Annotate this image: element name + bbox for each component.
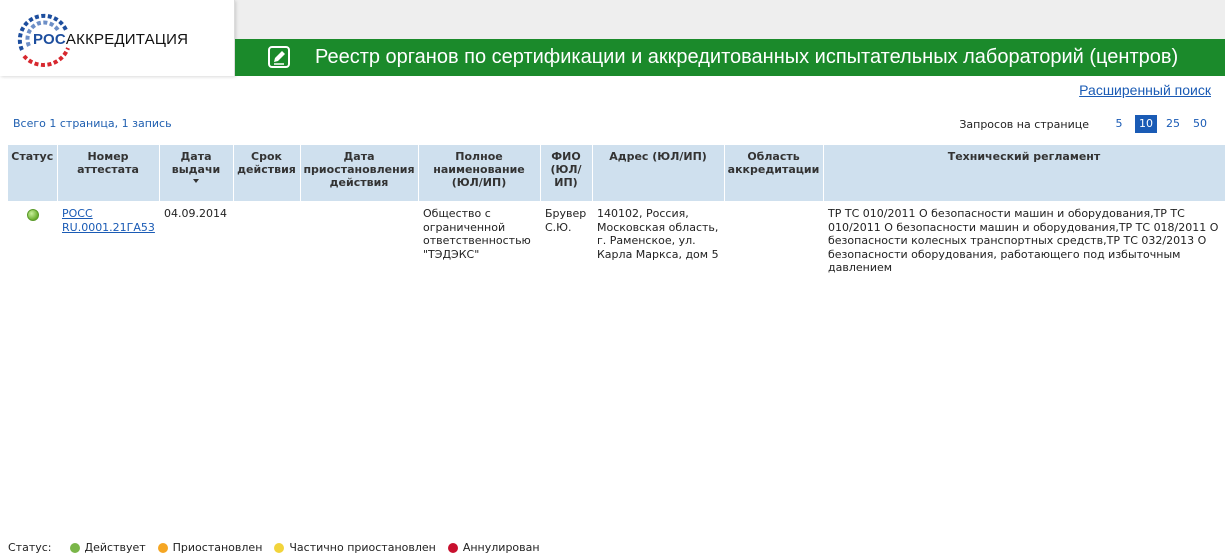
table-row <box>8 201 1225 281</box>
column-header-fio[interactable]: ФИО (ЮЛ/ИП) <box>540 145 592 201</box>
per-page-selector <box>959 115 1211 133</box>
per-page-option-50[interactable]: 50 <box>1193 117 1207 130</box>
registry-title-bar <box>235 39 1225 76</box>
status-active-dot-icon <box>70 543 80 553</box>
advanced-search-link[interactable]: Расширенный поиск <box>1079 82 1211 98</box>
cell-number <box>57 201 159 281</box>
per-page-option-25[interactable]: 25 <box>1166 117 1180 130</box>
column-header-number[interactable]: Номер аттестата <box>57 145 159 201</box>
column-header-full-name[interactable]: Полное наименование (ЮЛ/ИП) <box>418 145 540 201</box>
legend-label: Частично приостановлен <box>289 541 436 554</box>
column-header-issue-date[interactable] <box>159 145 233 201</box>
pagination-summary: Всего 1 страница, 1 запись <box>13 117 172 130</box>
edit-document-icon <box>267 45 291 69</box>
header-top-strip <box>235 0 1225 39</box>
sort-desc-icon <box>193 179 199 183</box>
status-active-icon <box>27 209 39 221</box>
legend-item-partially-suspended <box>274 541 435 554</box>
per-page-option-5[interactable]: 5 <box>1115 117 1123 130</box>
legend-title: Статус: <box>8 541 52 554</box>
legend-label: Аннулирован <box>462 541 540 554</box>
legend-item-active <box>70 541 146 554</box>
column-header-validity[interactable]: Срок действия <box>233 145 300 201</box>
status-legend <box>8 541 552 554</box>
status-suspended-dot-icon <box>158 543 168 553</box>
page-title: Реестр органов по сертификации и аккредитованных испытательных лабораторий (центров) <box>315 46 1179 68</box>
cell-regulation: ТР ТС 010/2011 О безопасности машин и оборудования,ТР ТС 010/2011 О безопасности машин и оборудования,ТР ТС 018/2011 О безопасности колесных транспортных средств,ТР ТС 032/2013 О безопасности оборудования, работающего под избыточным давлением <box>828 207 1219 274</box>
legend-item-annulled <box>448 541 540 554</box>
logo-text-prefix: РОС <box>33 31 66 48</box>
table-header-row <box>8 145 1225 201</box>
status-partial-dot-icon <box>274 543 284 553</box>
cell-address: 140102, Россия, Московская область, г. Раменское, ул. Карла Маркса, дом 5 <box>597 207 719 261</box>
registry-table <box>8 145 1225 281</box>
cell-fio: Брувер С.Ю. <box>545 207 587 234</box>
column-header-issue-date-label: Дата выдачи <box>171 150 221 176</box>
cell-scope <box>724 201 823 281</box>
column-header-status[interactable]: Статус <box>8 145 57 201</box>
logo[interactable] <box>0 0 235 76</box>
column-header-regulation[interactable]: Технический регламент <box>823 145 1225 201</box>
legend-label: Приостановлен <box>172 541 263 554</box>
logo-text-suffix: АККРЕДИТАЦИЯ <box>65 31 189 48</box>
status-annulled-dot-icon <box>448 543 458 553</box>
column-header-address[interactable]: Адрес (ЮЛ/ИП) <box>592 145 724 201</box>
column-header-suspension-date[interactable]: Дата приостановления действия <box>300 145 418 201</box>
cell-validity <box>233 201 300 281</box>
legend-label: Действует <box>84 541 146 554</box>
logo-text <box>33 31 188 48</box>
per-page-label: Запросов на странице <box>959 117 1089 131</box>
cell-status <box>8 201 57 281</box>
certificate-number-link[interactable]: РОСС RU.0001.21ГА53 <box>62 207 155 234</box>
column-header-scope[interactable]: Область аккредитации <box>724 145 823 201</box>
cell-issue-date: 04.09.2014 <box>164 207 227 220</box>
cell-suspension-date <box>300 201 418 281</box>
per-page-option-10[interactable]: 10 <box>1135 115 1157 133</box>
cell-full-name: Общество с ограниченной ответственностью "ТЭДЭКС" <box>423 207 531 261</box>
legend-item-suspended <box>158 541 263 554</box>
